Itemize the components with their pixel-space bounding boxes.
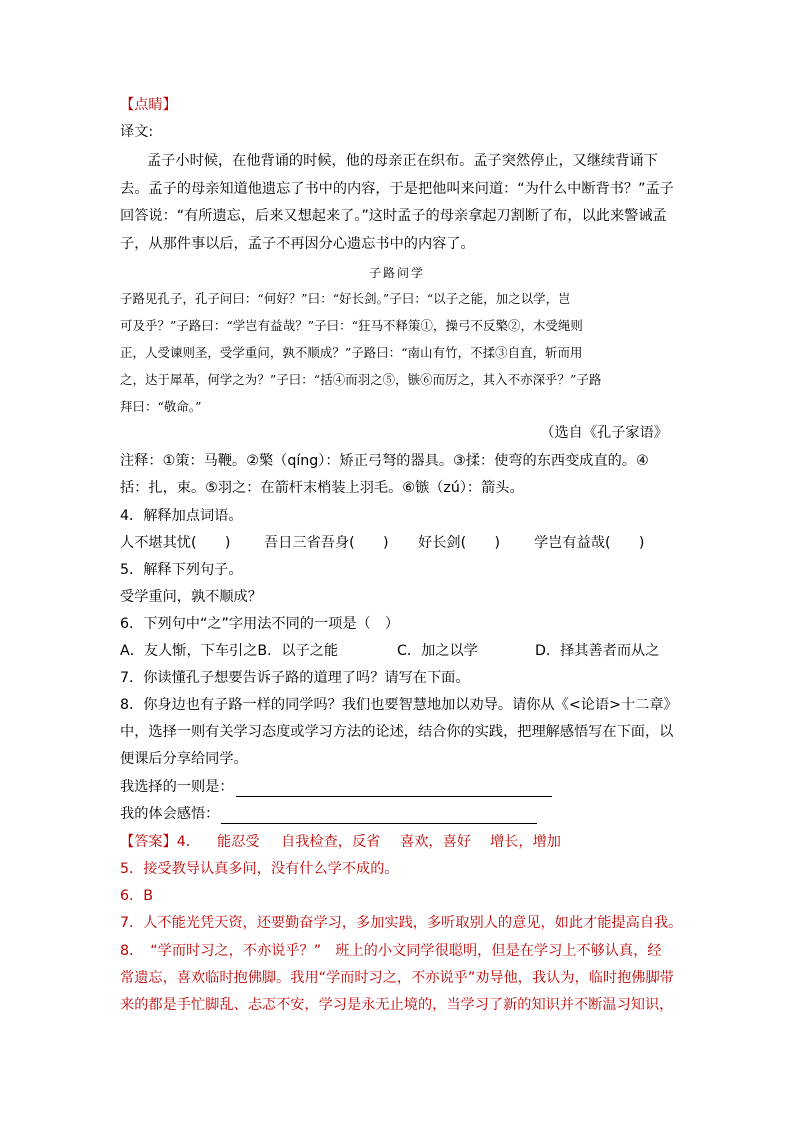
- question-8-line: 8．你身边也有子路一样的同学吗？我们也要智慧地加以劝导。请你从《<论语>十二章》: [120, 697, 678, 713]
- choose-label: 我选择的一则是：: [120, 779, 234, 795]
- answer-5: 5．接受教导认真多问，没有什么学不成的。: [120, 861, 399, 877]
- q4-item: 好长剑( ): [418, 535, 501, 551]
- classical-title: 子路问学: [368, 266, 425, 280]
- translation-line: 孟子小时候，在他背诵的时候，他的母亲正在织布。孟子突然停止，又继续背诵下: [147, 153, 658, 169]
- translation-line: 去。孟子的母亲知道他遗忘了书中的内容，于是把他叫来问道：“为什么中断背书？”孟子: [120, 181, 674, 197]
- answer-4-item: 能忍受: [217, 834, 260, 850]
- answer-8-line: 常遗忘，喜欢临时抱佛脚。我用“学而时习之，不亦说乎”劝导他，我认为，临时抱佛脚带: [120, 970, 674, 986]
- question-5: 5．解释下列句子。: [120, 562, 243, 578]
- answer-7: 7．人不能光凭天资，还要勤奋学习，多加实践，多听取别人的意见，如此才能提高自我。: [120, 915, 683, 931]
- answer-8-line: 8． “学而时习之，不亦说乎？” 班上的小文同学很聪明，但是在学习上不够认真，经: [120, 943, 662, 959]
- q6-option: C．加之以学: [397, 643, 478, 659]
- classical-line: 子路见孔子，孔子问曰：“何好？”曰：“好长剑。”子曰：“以子之能，加之以学，岂: [120, 291, 571, 306]
- question-8-line: 中，选择一则有关学习态度或学习方法的论述，结合你的实践，把理解感悟写在下面，以: [120, 724, 674, 740]
- choose-row: [120, 777, 552, 797]
- source-citation: （选自《孔子家语》: [540, 425, 668, 441]
- question-4: 4．解释加点词语。: [120, 508, 243, 524]
- choose-answer-blank[interactable]: [236, 780, 552, 797]
- q4-item: 学岂有益哉( ): [534, 535, 645, 551]
- answer-6: 6．B: [120, 888, 153, 904]
- dianjing-heading: 【点睛】: [120, 97, 177, 113]
- q6-option: A．友人惭，下车引之B．以子之能: [120, 643, 339, 659]
- feel-row: [120, 804, 537, 824]
- q4-item: 人不堪其忧( ): [120, 535, 231, 551]
- notes-line: 括：扎，束。⑤羽之：在箭杆末梢装上羽毛。⑥镞（zú）：箭头。: [120, 480, 524, 496]
- question-5-sentence: 受学重问，孰不顺成？: [120, 589, 262, 605]
- translation-label: 译文:: [120, 124, 154, 140]
- answer-heading: 【答案】4．: [120, 834, 200, 850]
- notes-line: 注释：①策：马鞭。②檠（qíng）：矫正弓弩的器具。③揉：使弯的东西变成直的。④: [120, 453, 649, 469]
- q6-option: D．择其善者而从之: [535, 643, 660, 659]
- translation-line: 子，从那件事以后，孟子不再因分心遗忘书中的内容了。: [120, 236, 475, 252]
- answer-4-item: 自我检查，反省: [281, 834, 381, 850]
- classical-line: 拜曰：“敬命。”: [120, 399, 202, 414]
- classical-line: 可及乎？”子路曰：“学岂有益哉？”子曰：“狂马不释策①，操弓不反檠②，木受绳则: [120, 318, 583, 333]
- answer-4-item: 增长，增加: [490, 834, 561, 850]
- classical-line: 正，人受谏则圣，受学重问，孰不顺成？”子路曰：“南山有竹，不揉③自直，斩而用: [120, 345, 583, 360]
- answer-8-line: 来的都是手忙脚乱、忐忑不安，学习是永无止境的，当学习了新的知识并不断温习知识，: [120, 997, 674, 1013]
- feel-answer-blank[interactable]: [221, 807, 537, 824]
- question-6: 6．下列句中“之”字用法不同的一项是（ ）: [120, 616, 400, 632]
- answer-4-item: 喜欢，喜好: [400, 834, 471, 850]
- question-8-line: 便课后分享给同学。: [120, 751, 248, 767]
- classical-line: 之，达于犀革，何学之为？”子曰：“括④而羽之⑤，镞⑥而厉之，其入不亦深乎？”子路: [120, 372, 602, 387]
- question-7: 7．你读懂孔子想要告诉子路的道理了吗？请写在下面。: [120, 670, 470, 686]
- q4-item: 吾日三省吾身( ): [264, 535, 389, 551]
- feel-label: 我的体会感悟：: [120, 806, 220, 822]
- translation-line: 回答说：“有所遗忘，后来又想起来了。”这时孟子的母亲拿起刀割断了布，以此来警诫孟: [120, 208, 667, 224]
